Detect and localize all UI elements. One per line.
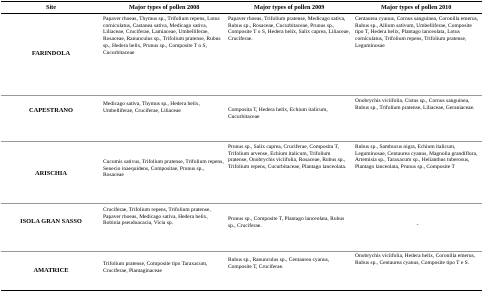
pollen-2009: Papaver rhoeas, Trifolium pratense, Medicago sativa, Rubus sp., Rosaceae, Cucurbitaceae, Prunus sp., Composite T o S, Hedera helix, Salix caprea, Liliaceae, Cruciferae. (228, 16, 350, 43)
site-name: AMATRICE (33, 267, 69, 274)
site-name: ISOLA GRAN SASSO (20, 218, 82, 225)
table-row-arischia (1, 142, 482, 204)
pollen-2008: Papaver rhoeas, Thymus sp., Trifolium repens, Lotus corniculatus, Castanea sativa, Medicago sativa, Liliaceae, Cruciferae, Lamiaceae, Umbelliferae, Rosaceae, Ranunculus sp., Trifolium pratense, Rubus sp., Hedera helix, Prunus sp., Composite T o S, Cucurbitaceae (103, 16, 221, 56)
pollen-2008: Cruciferae, Trifolium repens, Trifolium pratense, Papaver rhoeas, Medicago sativa, Hedera helix, Robinia pseudoacacia, Vicia sp. (103, 207, 211, 227)
site-name: ARISCHIA (35, 170, 67, 177)
pollen-2010: Onobrychis viciifolia, Hedera helix, Coronilla emerus, Rubus sp., Centaurea cyanus, Composite tipo T e S. (355, 253, 476, 266)
table-header-row (1, 2, 482, 14)
table-row-capestrano (1, 96, 482, 142)
table-row-isola-gran-sasso (1, 204, 482, 252)
pollen-2008: Medicago sativa, Thymus sp., Hedera helix, Umbelliferae, Cruciferae, Liliaceae (103, 101, 200, 114)
pollen-2010: Rubus sp., Sambucus nigra, Echium italicum, Leguminosae, Centaurea cyanus, Magnolia grandiflora, Artemisia sp., Taraxacum sp., Helianthus tuberosus, Plantago lanceolata, Prunus sp., Composite T (355, 144, 478, 171)
table-row-amatrice (1, 252, 482, 290)
pollen-2009: Composita T, Hedera helix, Echium italicum, Cucurbitaceae (228, 107, 328, 120)
table-row-farindola (1, 14, 482, 96)
pollen-2008: Cucumis sativus, Trifolium pratense, Trifolium repens, Senecio inaequidens, Compositae, Prunus sp., Rosaceae (103, 159, 224, 179)
header-2009: Major types of pollen 2009 (254, 4, 325, 11)
pollen-2010: Centaurea cyanus, Cornus sanguinea, Coronilla emerus, Rubus sp., Allium sativum, Umbelliferae, Composite tipo T, Hedera helix, Plantago lanceolata, Lotus corniculatus, Trifolium repens, Trifolium pratense, Leguminosae (355, 16, 479, 49)
pollen-2009: Rubus sp., Ranunculus sp., Centaurea cyanus, Composite T, Cruciferae. (228, 257, 330, 270)
pollen-2009: Prunus sp., Salix caprea, Cruciferae, Composita T, Trifolium arvense, Echium italicum, Trifolium pratense, Onobrychis viciifolia, Rosaceae, Rubus sp., Trifolium repens, Cucurbitaceae, Plantago lanceolata. (228, 144, 347, 171)
header-site: Site (46, 4, 56, 11)
pollen-2010: Onobrychis viciifolia, Cistus sp., Cornus sanguinea, Rubus sp., Trifolium pratense, Liliaceae, Geraniaceae. (355, 98, 475, 111)
pollen-table (1, 1, 482, 291)
pollen-2008: Trifolium pratense, Composite tipo Taraxacum, Cruciferae, Plantaginaceae (103, 261, 208, 274)
header-2010: Major types of pollen 2010 (381, 4, 452, 11)
site-name: FARINDOLA (31, 50, 71, 57)
header-2008: Major types of pollen 2008 (129, 4, 200, 11)
pollen-2010: - (416, 222, 419, 228)
site-name: CAPESTRANO (28, 107, 74, 114)
pollen-2009: Prunus sp., Composite T, Plantago lanceolata, Rubus sp., Cruciferae. (228, 216, 345, 229)
